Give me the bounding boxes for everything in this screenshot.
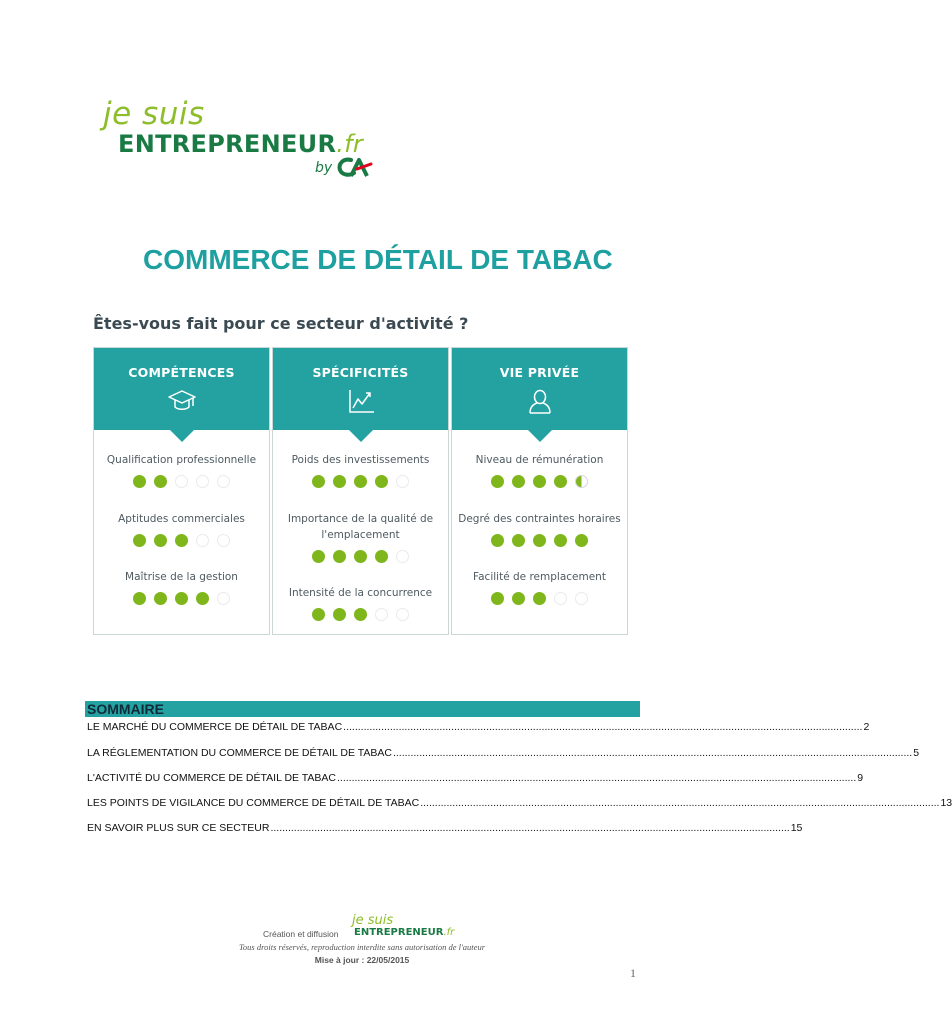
graduation-cap-icon — [167, 386, 197, 416]
footer-logo-entrepreneur: ENTREPRENEUR — [354, 927, 444, 938]
criterion — [94, 511, 269, 547]
rating-dot — [491, 534, 504, 547]
rating-dot — [312, 608, 325, 621]
rating-dot — [312, 550, 325, 563]
line-chart-icon — [346, 386, 376, 416]
criterion — [273, 452, 448, 488]
footer-logo-line-1: je suis — [352, 913, 394, 928]
logo-by: by — [315, 160, 333, 176]
logo-entrepreneur: ENTREPRENEUR — [118, 130, 337, 158]
toc-entry-text[interactable]: L'ACTIVITÉ DU COMMERCE DE DÉTAIL DE TABAC — [87, 772, 336, 784]
criterion-label: Degré des contraintes horaires — [458, 513, 621, 525]
rating-dot — [175, 592, 188, 605]
toc-entry-text[interactable]: LES POINTS DE VIGILANCE DU COMMERCE DE DÉTAIL DE TABAC — [87, 797, 420, 809]
rating-dot — [196, 592, 209, 605]
panel-notch — [349, 430, 373, 442]
rating-dot — [396, 475, 409, 488]
rating-dot — [396, 550, 409, 563]
toc-page-number[interactable]: 9 — [857, 772, 864, 784]
panel-title: COMPÉTENCES — [128, 365, 235, 380]
page-number: 1 — [630, 966, 636, 980]
rating-dots — [452, 475, 627, 488]
footer-logo — [352, 913, 462, 941]
footer-update-date: Mise à jour : 22/05/2015 — [314, 955, 410, 965]
toc-leader: .................................................................................................................................................................................. — [343, 721, 863, 733]
footer-logo-line-2 — [354, 927, 454, 938]
rating-dot — [554, 475, 567, 488]
rating-dot — [354, 550, 367, 563]
criterion — [452, 452, 627, 488]
rating-dot — [491, 592, 504, 605]
rating-dot — [133, 534, 146, 547]
rating-dot — [533, 592, 546, 605]
toc-leader: .................................................................................................................................................................................. — [337, 772, 857, 784]
criterion-label: Intensité de la concurrence — [288, 587, 433, 599]
criterion-label: Aptitudes commerciales — [118, 513, 245, 525]
toc-leader: .................................................................................................................................................................................. — [420, 797, 940, 809]
rating-dot — [354, 475, 367, 488]
rating-dot — [575, 534, 588, 547]
rating-dot — [491, 475, 504, 488]
criterion-label: Poids des investissements — [291, 454, 430, 466]
criterion-label: Maîtrise de la gestion — [125, 571, 238, 583]
panel-header — [452, 348, 627, 430]
criterion-label: Importance de la qualité de — [287, 513, 434, 525]
rating-dot — [133, 592, 146, 605]
rating-dot — [333, 550, 346, 563]
toc-page-number[interactable]: 2 — [863, 721, 870, 733]
criterion — [273, 585, 448, 621]
rating-dots — [273, 550, 448, 563]
criterion-label-line-2: l'emplacement — [321, 529, 400, 541]
panel-competences — [93, 347, 270, 635]
rating-dot — [575, 475, 588, 488]
rating-dot — [533, 475, 546, 488]
toc-entry-text[interactable]: EN SAVOIR PLUS SUR CE SECTEUR — [87, 822, 270, 834]
toc-leader: .................................................................................................................................................................................. — [270, 822, 790, 834]
toc-entry[interactable] — [87, 721, 870, 733]
rating-dot — [396, 608, 409, 621]
rating-dot — [375, 550, 388, 563]
rating-dots — [273, 608, 448, 621]
toc-page-number[interactable]: 15 — [790, 822, 803, 834]
rating-dots — [452, 534, 627, 547]
rating-dot — [554, 534, 567, 547]
criterion-label: Niveau de rémunération — [475, 454, 604, 466]
panel-title: VIE PRIVÉE — [499, 365, 580, 380]
rating-dot — [196, 475, 209, 488]
footer-creation: Création et diffusion — [263, 929, 339, 939]
rating-dot — [217, 592, 230, 605]
rating-dots — [94, 534, 269, 547]
rating-dot — [375, 475, 388, 488]
rating-dot — [217, 534, 230, 547]
criterion — [273, 511, 448, 563]
toc-entry-text[interactable]: LA RÉGLEMENTATION DU COMMERCE DE DÉTAIL DE TABAC — [87, 747, 392, 759]
panel-header — [94, 348, 269, 430]
criterion — [94, 569, 269, 605]
criterion — [452, 569, 627, 605]
logo-line-1: je suis — [103, 96, 205, 132]
rating-dot — [175, 475, 188, 488]
rating-dots — [94, 592, 269, 605]
infographic-question: Êtes-vous fait pour ce secteur d'activité ? — [93, 314, 469, 333]
rating-dots — [273, 475, 448, 488]
toc-entry[interactable] — [87, 772, 864, 784]
footer-logo-tld: .fr — [443, 927, 455, 938]
toc-entry[interactable] — [87, 822, 803, 834]
rating-dot — [154, 534, 167, 547]
rating-dot — [554, 592, 567, 605]
criterion — [94, 452, 269, 488]
toc-entry-text[interactable]: LE MARCHÉ DU COMMERCE DE DÉTAIL DE TABAC — [87, 721, 343, 733]
panel-vie-privee — [451, 347, 628, 635]
toc-entry[interactable] — [87, 747, 920, 759]
rating-dot — [333, 475, 346, 488]
rating-dot — [196, 534, 209, 547]
panel-title: SPÉCIFICITÉS — [312, 365, 409, 380]
rating-dots — [452, 592, 627, 605]
logo-line-2 — [118, 130, 363, 158]
rating-dot — [512, 534, 525, 547]
rating-dot — [512, 475, 525, 488]
rating-dot — [312, 475, 325, 488]
rating-dot — [133, 475, 146, 488]
criterion-label: Qualification professionnelle — [106, 454, 257, 466]
toc-entry[interactable] — [87, 797, 952, 809]
panel-specificites — [272, 347, 449, 635]
criterion — [452, 511, 627, 547]
rating-dot — [375, 608, 388, 621]
rating-dot — [354, 608, 367, 621]
person-icon — [525, 386, 555, 416]
logo-tld: .fr — [336, 130, 364, 158]
footer-rights: Tous droits réservés, reproduction interdite sans autorisation de l'auteur — [238, 942, 486, 952]
rating-dots — [94, 475, 269, 488]
panel-notch — [528, 430, 552, 442]
rating-dot — [217, 475, 230, 488]
panel-notch — [170, 430, 194, 442]
credit-agricole-logo-icon — [337, 156, 373, 178]
brand-logo — [103, 96, 383, 186]
rating-dot — [154, 592, 167, 605]
panel-header — [273, 348, 448, 430]
toc-leader: .................................................................................................................................................................................. — [392, 747, 913, 759]
sommaire-heading: SOMMAIRE — [85, 701, 640, 717]
document-title: COMMERCE DE DÉTAIL DE TABAC — [143, 244, 613, 275]
criterion-label: Facilité de remplacement — [473, 571, 606, 583]
rating-dot — [175, 534, 188, 547]
rating-dot — [575, 592, 588, 605]
toc-page-number[interactable]: 5 — [913, 747, 920, 759]
rating-dot — [512, 592, 525, 605]
rating-dot — [333, 608, 346, 621]
toc-page-number[interactable]: 13 — [940, 797, 952, 809]
rating-dot — [533, 534, 546, 547]
rating-dot — [154, 475, 167, 488]
